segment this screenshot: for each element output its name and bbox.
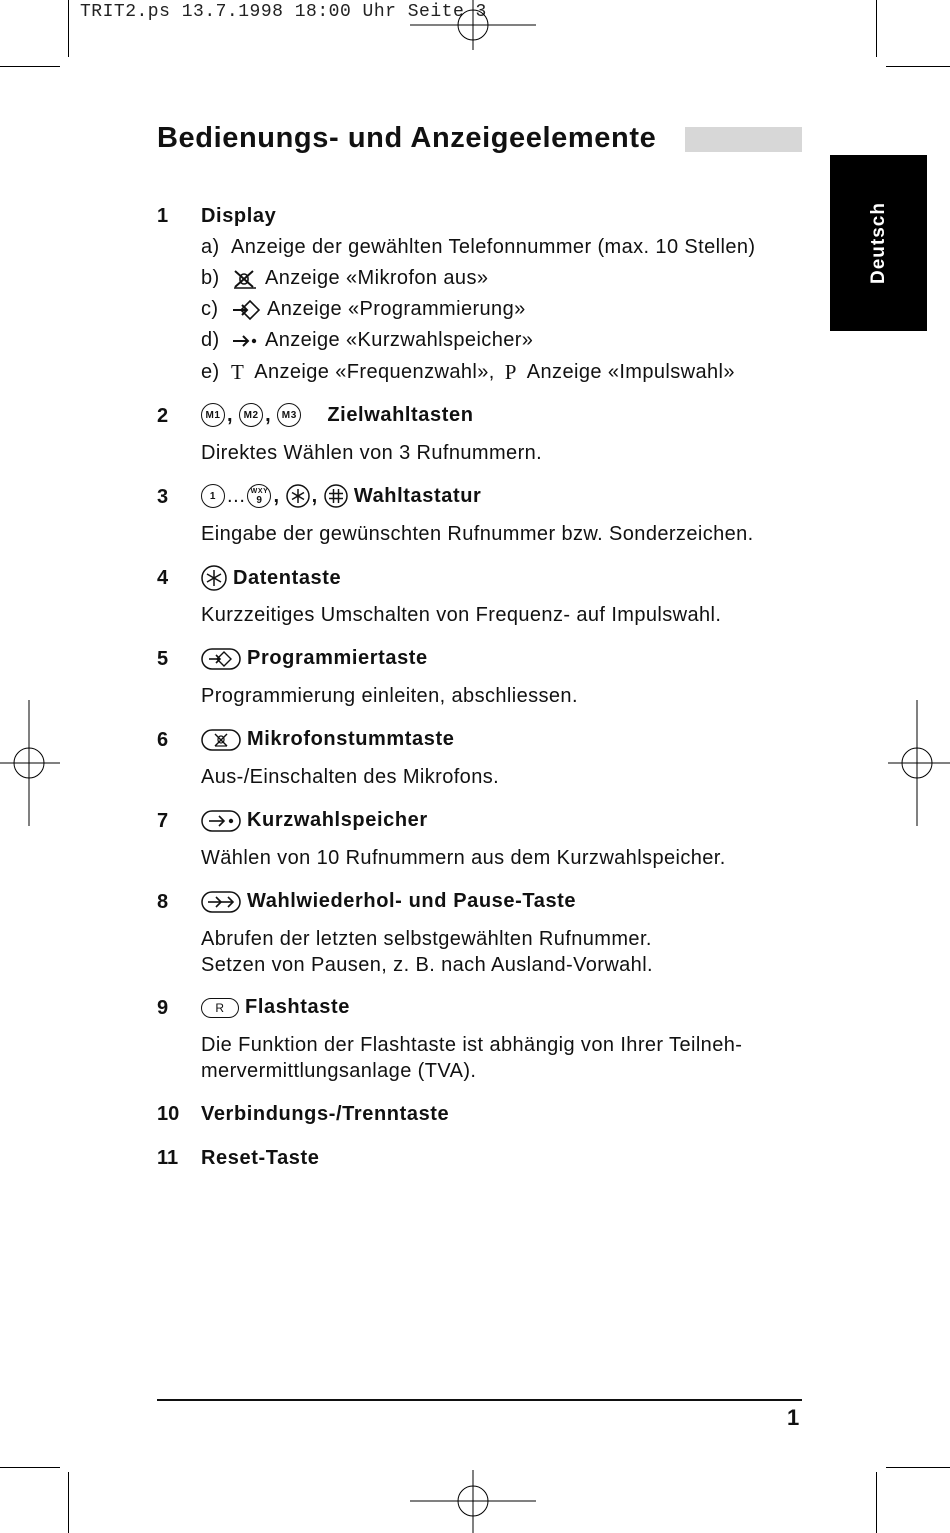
page-number: 1 xyxy=(787,1405,800,1430)
item-heading: Wahlwiederhol- und Pause-Taste xyxy=(247,890,577,912)
memory-key-m1-icon: M1 xyxy=(201,403,225,427)
crop-mark xyxy=(876,1472,877,1533)
crop-mark xyxy=(68,1472,69,1533)
page-title: Bedienungs- und Anzeigeelemente xyxy=(157,122,657,154)
program-key-icon xyxy=(201,648,241,670)
description-line: Abrufen der letzten selbstgewählten Rufnummer. xyxy=(201,928,652,950)
language-tab xyxy=(830,155,927,331)
sub-label: d) xyxy=(201,329,220,351)
sub-text: Anzeige «Frequenzwahl», xyxy=(254,361,495,383)
sub-text: Anzeige der gewählten Telefonnummer (max. 10 Stellen) xyxy=(231,236,756,258)
hash-key-icon xyxy=(324,484,348,508)
registration-mark-icon xyxy=(888,700,950,826)
language-tab-label: Deutsch xyxy=(867,202,889,284)
item-description xyxy=(201,926,653,978)
speed-dial-key-icon xyxy=(201,810,241,832)
item-description xyxy=(201,602,721,628)
item-description xyxy=(201,521,754,547)
key-digit: 9 xyxy=(256,495,263,506)
crop-mark xyxy=(0,1467,60,1468)
star-key-icon xyxy=(286,484,310,508)
item-heading: Display xyxy=(201,205,277,227)
mute-key-icon xyxy=(201,729,241,751)
footer-rule xyxy=(157,1399,802,1401)
sub-text: Anzeige «Mikrofon aus» xyxy=(265,267,489,289)
star-key-icon xyxy=(201,565,227,591)
display-sub-a xyxy=(201,236,755,259)
item-description xyxy=(201,764,499,790)
crop-mark xyxy=(876,0,877,57)
description-line: Die Funktion der Flashtaste ist abhängig von Ihrer Teilneh- xyxy=(201,1034,743,1056)
item-number: 8 xyxy=(157,891,169,913)
item-number: 4 xyxy=(157,567,169,589)
item-heading: Reset-Taste xyxy=(201,1147,320,1169)
sub-label: e) xyxy=(201,361,220,383)
item-number: 6 xyxy=(157,729,169,751)
description-line: Aus-/Einschalten des Mikrofons. xyxy=(201,766,500,788)
item-number: 2 xyxy=(157,405,169,427)
item-description xyxy=(201,1032,742,1084)
item-heading: Datentaste xyxy=(233,566,342,589)
display-sub-e xyxy=(201,360,735,385)
display-sub-d xyxy=(201,329,533,352)
item-heading-row xyxy=(201,647,428,670)
item-number: 11 xyxy=(157,1147,179,1169)
digit-key-1-icon: 1 xyxy=(201,484,225,508)
memory-key-m2-icon: M2 xyxy=(239,403,263,427)
display-sub-b xyxy=(201,267,488,290)
description-line: Direktes Wählen von 3 Rufnummern. xyxy=(201,442,543,464)
range-ellipsis: ... xyxy=(227,484,246,507)
redial-key-icon xyxy=(201,891,241,913)
registration-mark-icon xyxy=(0,700,60,826)
item-number: 10 xyxy=(157,1103,180,1125)
item-heading-row xyxy=(201,890,576,913)
flash-key-icon: R xyxy=(201,998,239,1018)
digit-key-9-icon xyxy=(247,484,271,508)
description-line: Eingabe der gewünschten Rufnummer bzw. Sonderzeichen. xyxy=(201,523,754,545)
registration-mark-icon xyxy=(410,1470,536,1533)
item-heading: Programmiertaste xyxy=(247,647,428,669)
sub-label: c) xyxy=(201,298,219,320)
item-number: 3 xyxy=(157,486,169,508)
pulse-dial-symbol: P xyxy=(504,360,517,384)
tone-dial-symbol: T xyxy=(231,360,245,384)
sub-label: a) xyxy=(201,236,220,258)
item-heading-row xyxy=(201,565,341,591)
item-heading: Zielwahltasten xyxy=(327,403,474,426)
item-number: 1 xyxy=(157,205,169,227)
item-heading-row xyxy=(201,996,350,1019)
item-heading-row xyxy=(201,728,455,751)
item-description xyxy=(201,683,578,709)
item-number: 9 xyxy=(157,997,169,1019)
display-sub-c xyxy=(201,298,526,321)
crop-mark xyxy=(886,1467,950,1468)
crop-mark xyxy=(68,0,69,57)
item-heading-row: 1 ... WXY 9 , , Wahltastatur xyxy=(201,484,481,508)
description-line: Wählen von 10 Rufnummern aus dem Kurzwahlspeicher. xyxy=(201,847,726,869)
item-description xyxy=(201,845,726,871)
sub-text: Anzeige «Kurzwahlspeicher» xyxy=(265,329,534,351)
item-heading: Mikrofonstummtaste xyxy=(247,728,455,750)
key-letters: WXY xyxy=(250,488,269,495)
item-description xyxy=(201,440,542,466)
item-heading: Wahltastatur xyxy=(353,484,482,507)
item-heading-row xyxy=(201,809,428,832)
print-header: TRIT2.ps 13.7.1998 18:00 Uhr Seite 3 xyxy=(80,2,487,22)
item-heading-row: M1 , M2 , M3 Zielwahltasten xyxy=(201,403,474,427)
title-decor-bar xyxy=(685,127,802,152)
sub-text: Anzeige «Programmierung» xyxy=(267,298,526,320)
memory-key-m3-icon: M3 xyxy=(277,403,301,427)
item-number: 5 xyxy=(157,648,169,670)
program-icon xyxy=(231,299,261,321)
item-heading: Kurzwahlspeicher xyxy=(247,809,428,831)
description-line: mervermittlungsanlage (TVA). xyxy=(201,1060,477,1082)
item-number: 7 xyxy=(157,810,169,832)
description-line: Programmierung einleiten, abschliessen. xyxy=(201,685,578,707)
crop-mark xyxy=(886,66,950,67)
description-line: Kurzzeitiges Umschalten von Frequenz- auf Impulswahl. xyxy=(201,604,722,626)
item-heading: Verbindungs-/Trenntaste xyxy=(201,1103,450,1125)
microphone-off-icon xyxy=(231,268,259,290)
description-line: Setzen von Pausen, z. B. nach Ausland-Vorwahl. xyxy=(201,954,654,976)
sub-label: b) xyxy=(201,267,220,289)
crop-mark xyxy=(0,66,60,67)
registration-mark-icon xyxy=(410,0,536,50)
sub-text: Anzeige «Impulswahl» xyxy=(526,361,735,383)
item-heading: Flashtaste xyxy=(245,996,350,1018)
speed-dial-icon xyxy=(231,330,259,352)
